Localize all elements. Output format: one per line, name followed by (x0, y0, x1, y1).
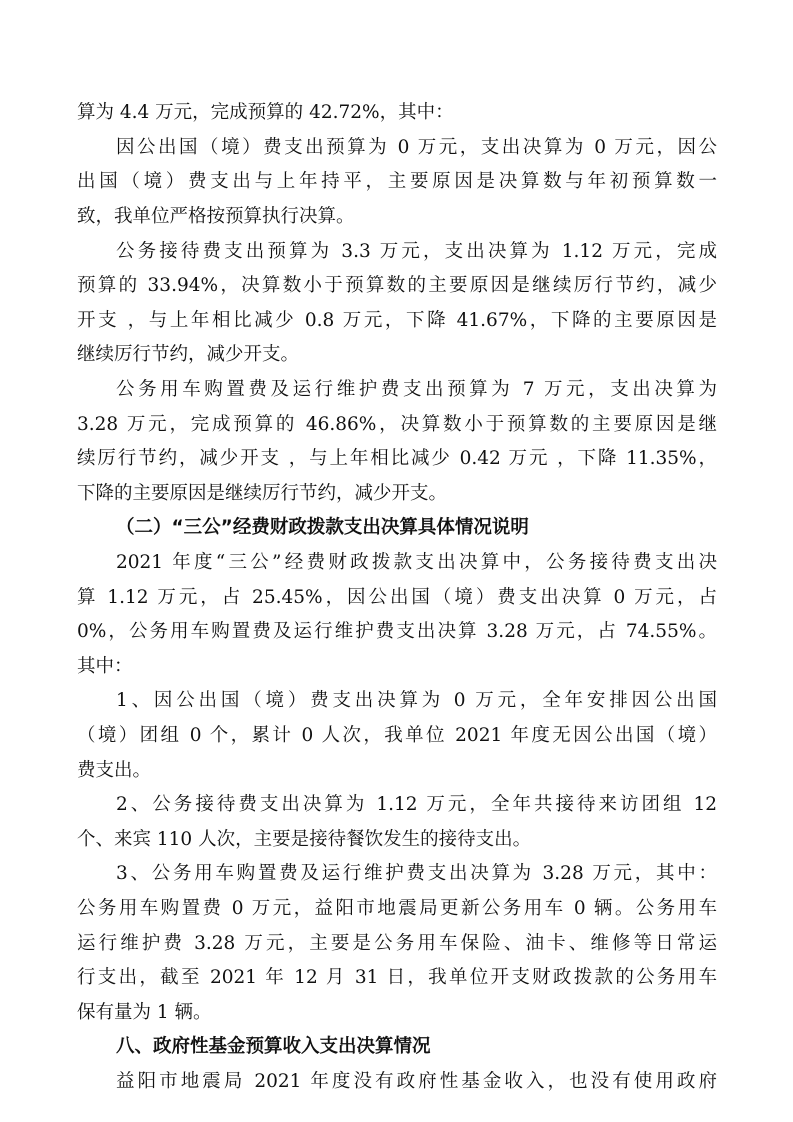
text-line: 2021 年度“三公”经费财政拨款支出决算中，公务接待费支出决 (116, 552, 717, 573)
text-line: 费支出。 (77, 760, 152, 781)
text-line: 益阳市地震局 2021 年度没有政府性基金收入，也没有使用政府 (116, 1071, 717, 1092)
text-line: 预算的 33.94%，决算数小于预算数的主要原因是继续厉行节约，减少 (77, 275, 717, 296)
text-line: 公务用车购置费 0 万元，益阳市地震局更新公务用车 0 辆。公务用车 (77, 898, 717, 919)
text-line: 下降的主要原因是继续厉行节约，减少开支。 (77, 483, 448, 504)
text-line: 算为 4.4 万元，完成预算的 42.72%，其中： (77, 102, 454, 123)
text-line: 开支 ，与上年相比减少 0.8 万元，下降 41.67%，下降的主要原因是 (77, 310, 717, 331)
text-line: 继续厉行节约，减少开支。 (77, 344, 300, 365)
text-line: 个、来宾 110 人次，主要是接待餐饮发生的接待支出。 (77, 829, 532, 850)
text-line: 其中： (77, 656, 133, 677)
text-line: 因公出国（境）费支出预算为 0 万元，支出决算为 0 万元，因公 (116, 137, 717, 158)
text-line: 公务接待费支出预算为 3.3 万元，支出决算为 1.12 万元，完成 (116, 241, 717, 262)
text-line: 1、因公出国（境）费支出决算为 0 万元，全年安排因公出国 (116, 690, 717, 711)
text-line: 续厉行节约，减少开支 ，与上年相比减少 0.42 万元 ，下降 11.35%， (77, 448, 717, 469)
text-line: 3、公务用车购置费及运行维护费支出决算为 3.28 万元，其中： (116, 863, 717, 884)
section-heading: （二）“三公”经费财政拨款支出决算具体情况说明 (116, 517, 529, 538)
text-line: 3.28 万元，完成预算的 46.86%，决算数小于预算数的主要原因是继 (77, 414, 717, 435)
text-line: （境）团组 0 个，累计 0 人次，我单位 2021 年度无因公出国（境） (77, 725, 717, 746)
text-line: 行支出，截至 2021 年 12 月 31 日，我单位开支财政拨款的公务用车 (77, 967, 717, 988)
text-line: 保有量为 1 辆。 (77, 1002, 212, 1023)
text-line: 运行维护费 3.28 万元，主要是公务用车保险、油卡、维修等日常运 (77, 933, 717, 954)
text-line: 0%，公务用车购置费及运行维护费支出决算 3.28 万元，占 74.55%。 (77, 621, 717, 642)
text-line: 算 1.12 万元，占 25.45%，因公出国（境）费支出决算 0 万元，占 (77, 587, 717, 608)
text-line: 致，我单位严格按预算执行决算。 (77, 206, 355, 227)
text-line: 公务用车购置费及运行维护费支出预算为 7 万元，支出决算为 (116, 379, 717, 400)
section-heading: 八、政府性基金预算收入支出决算情况 (116, 1036, 431, 1057)
text-line: 出国（境）费支出与上年持平，主要原因是决算数与年初预算数一 (77, 171, 717, 192)
text-line: 2、公务接待费支出决算为 1.12 万元，全年共接待来访团组 12 (116, 794, 717, 815)
